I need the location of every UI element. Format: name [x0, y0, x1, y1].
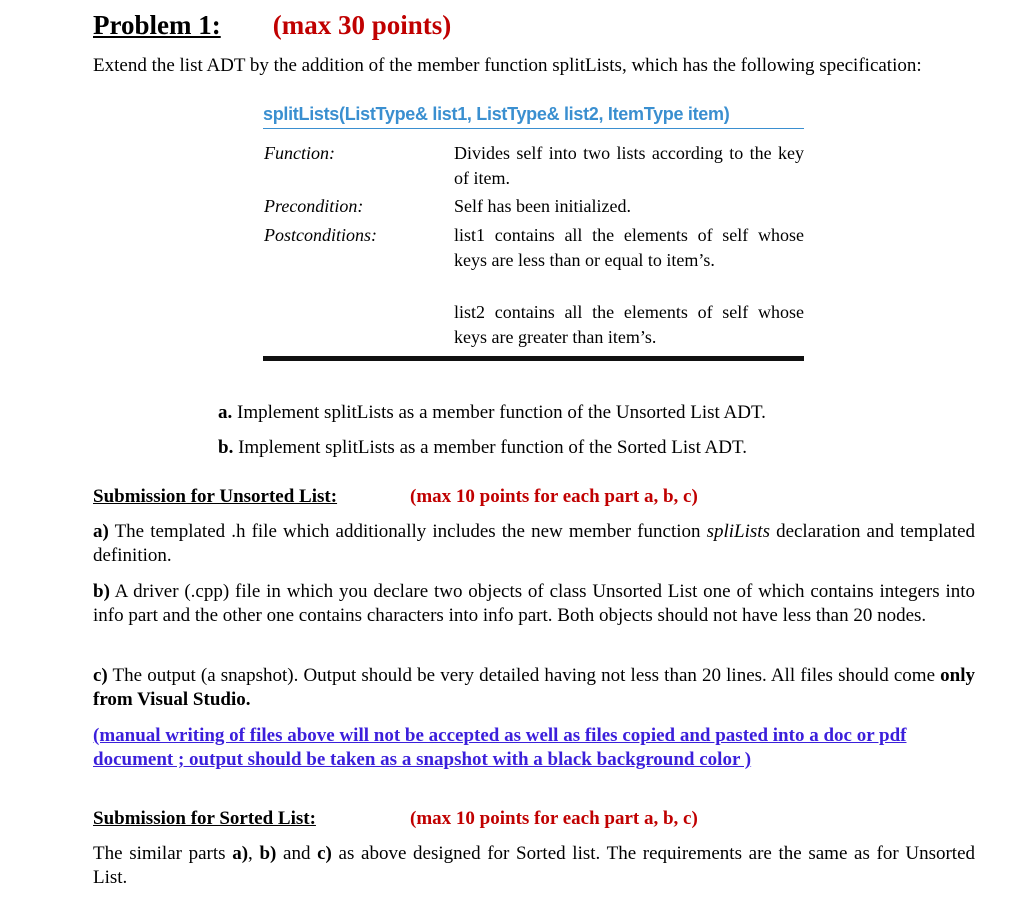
- unsorted-warning-note: (manual writing of files above will not be accepted as well as files copied and pasted into a doc or pdf document ; output should be taken as a snapshot with a black background color ): [93, 725, 907, 770]
- sorted-a-label: a): [232, 843, 249, 864]
- spec-function-label: Function:: [264, 143, 335, 163]
- problem-title: Problem 1:: [93, 10, 221, 40]
- problem-points: (max 30 points): [272, 10, 452, 40]
- sorted-paragraph: [93, 842, 975, 890]
- sorted-sep-2: and: [276, 843, 318, 864]
- part-b-text: Implement splitLists as a member function of the Sorted List ADT.: [233, 437, 747, 458]
- sorted-text-1: The similar parts: [93, 843, 233, 864]
- unsorted-title: Submission for Unsorted List:: [93, 486, 338, 507]
- unsorted-c-label: c): [93, 665, 108, 686]
- unsorted-heading: [93, 486, 698, 508]
- unsorted-a-label: a): [93, 521, 109, 542]
- problem-heading: [93, 10, 451, 41]
- unsorted-item-c: [93, 664, 975, 712]
- sorted-points: (max 10 points for each part a, b, c): [410, 808, 698, 829]
- spec-precondition-text: Self has been initialized.: [454, 196, 631, 216]
- sorted-b-label: b): [259, 843, 277, 864]
- unsorted-points: (max 10 points for each part a, b, c): [410, 486, 698, 507]
- part-a: [218, 402, 766, 424]
- intro-paragraph: Extend the list ADT by the addition of the member function splitLists, which has the following specification:: [93, 55, 922, 76]
- unsorted-item-b: [93, 580, 975, 628]
- unsorted-c-bold: only from Visual Studio.: [93, 665, 975, 710]
- part-b-label: b.: [218, 437, 234, 458]
- part-b: [218, 437, 747, 459]
- part-a-text: Implement splitLists as a member function of the Unsorted List ADT.: [232, 402, 766, 423]
- unsorted-a-text-1: The templated .h file which additionally includes the new member function: [108, 521, 707, 542]
- sorted-c-label: c): [317, 843, 332, 864]
- sorted-sep-1: ,: [248, 843, 260, 864]
- sorted-title: Submission for Sorted List:: [93, 808, 316, 829]
- sorted-heading: [93, 808, 698, 830]
- spec-post1-text: list1 contains all the elements of self whose keys are less than or equal to item’s.: [454, 225, 804, 270]
- part-a-label: a.: [218, 402, 233, 423]
- spec-bottom-rule: [263, 356, 804, 361]
- spec-precondition-label: Precondition:: [264, 196, 364, 216]
- spec-postconditions-label: Postconditions:: [264, 225, 377, 245]
- sorted-text-2: as above designed for Sorted list. The requirements are the same as for Unsorted List.: [93, 843, 975, 888]
- spec-function-text: Divides self into two lists according to the key of item.: [454, 143, 804, 188]
- unsorted-c-text-1: The output (a snapshot). Output should be very detailed having not less than 20 lines. All files should come: [107, 665, 941, 686]
- spec-signature: splitLists(ListType& list1, ListType& list2, ItemType item): [263, 104, 804, 129]
- unsorted-b-text: A driver (.cpp) file in which you declare two objects of class Unsorted List one of which contains integers into info part and the other one contains characters into info part. Both objects should not have less than 20 nodes.: [93, 581, 975, 626]
- unsorted-b-label: b): [93, 581, 110, 602]
- unsorted-item-a: [93, 520, 975, 568]
- unsorted-a-text-2: declaration and templated definition.: [93, 521, 975, 566]
- spec-post2-text: list2 contains all the elements of self whose keys are greater than item’s.: [454, 302, 804, 347]
- unsorted-a-italic: spliLists: [706, 521, 770, 542]
